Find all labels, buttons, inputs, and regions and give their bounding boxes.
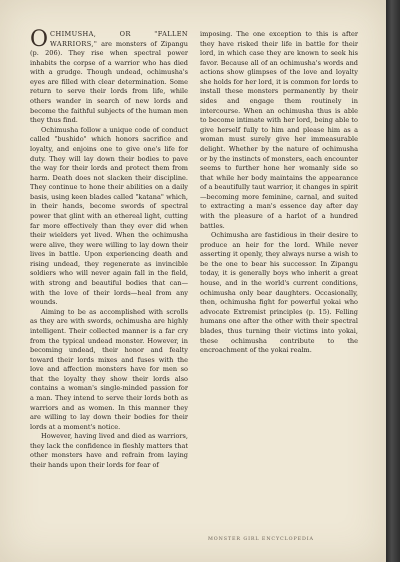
left-column [30, 27, 188, 471]
lead-caps: CHIMUSHA, OR "FALLEN WARRIORS," [50, 30, 188, 48]
intro-text: are monsters of Zipangu (p. 206). They rise when spectral power inhabits the corpse of a warrior who has died with a grudge. Though undead, ochimusha's eyes are filled with clear determination. Some return to serve their lords from life, while others wander in search of new lords and become the faithful subjects of the human men they thus find. [30, 39, 188, 125]
right-column [200, 30, 358, 356]
body-paragraph: imposing. The one exception to this is after they have risked their life in battle for their lord, in which case they are known to seek his favor. Because all of an ochimusha's words and actions show glimpses of the love and loyalty she holds for her lord, it is common for lords to install these monsters permanently by their sides and engage them routinely in intercourse. When an ochimusha thus is able to become intimate with her lord, being able to give herself fully to him and please him as a woman must surely give her immeasurable delight. Whether by the nature of ochimusha or by the instincts of monsters, each encounter seems to further hone her womanly side so that while her body maintains the appearance of a beautifully taut warrior, it changes in spirit—becoming more feminine, carnal, and suited to extracting a man's essence day after day with the pleasure of a harlot of a hundred battles. [200, 30, 358, 230]
book-spine [386, 0, 400, 562]
body-paragraph: However, having lived and died as warriors, they lack the confidence in fleshly matters that other monsters have and refrain from laying their hands upon their lords for fear of [30, 432, 188, 470]
body-paragraph: Aiming to be as accomplished with scrolls as they are with swords, ochimusha are highly intelligent. Their collected manner is a far cry from the typical undead monster. However, in becoming undead, their honor and fealty toward their lords mixes and fuses with the love and affection monsters have for men so that the loyalty they show their lords also contains a woman's single-minded passion for a man. They intend to serve their lords both as warriors and as women. In this manner they are willing to lay down their bodies for their lords at a moment's notice. [30, 307, 188, 431]
running-footer: MONSTER GIRL ENCYCLOPEDIA [208, 537, 314, 542]
body-paragraph: Ochimusha follow a unique code of conduct called "bushido" which honors sacrifice and loyalty, and enjoins one to give one's life for duty. They will lay down their bodies to pave the way for their lords and protect them from harm. Death does not slacken their discipline. They continue to hone their abilities on a daily basis, using keen blades called "katana" which, in their hands, become swords of spectral power that glint with an ethereal light, cutting far more effectively than they ever did when their wielders yet lived. When the ochimusha were alive, they were willing to lay down their lives in battle. Upon experiencing death and rising undead, they regenerate as invincible soldiers who will never again fall in the field, with strong and beautiful bodies that can—with the love of their lords—heal from any wounds. [30, 125, 188, 307]
drop-cap: O [30, 27, 49, 52]
body-paragraph: Ochimusha are fastidious in their desire to produce an heir for the lord. While never asserting it openly, they always nurse a wish to be the one to bear his successor. In Zipangu today, it is generally boys who inherit a great house, and in the world's current conditions, ochimusha only bear daughters. Occasionally, then, ochimusha fight for powerful yokai who advocate Extremist principles (p. 15). Felling humans one after the other with their spectral blades, thus turning their victims into yokai, these ochimusha contribute to the encroachment of the yokai realm. [200, 231, 358, 355]
intro-paragraph [30, 27, 188, 126]
